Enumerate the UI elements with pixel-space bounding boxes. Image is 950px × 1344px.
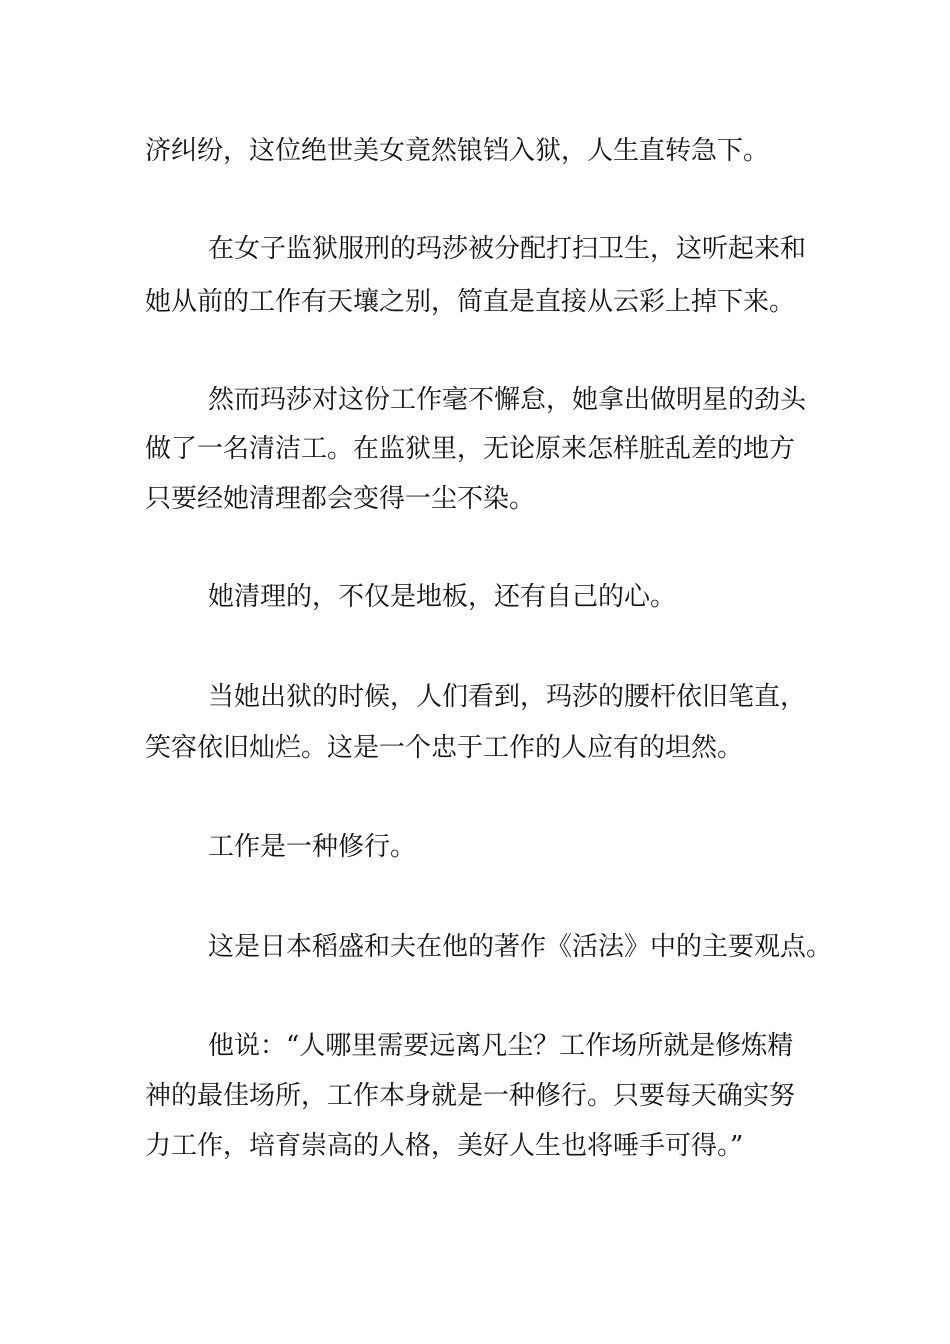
- text-line: 她从前的工作有天壤之别，简直是直接从云彩上掉下来。: [145, 287, 796, 317]
- text-line: 在女子监狱服刑的玛莎被分配打扫卫生，这听起来和: [208, 234, 807, 264]
- text-line: 笑容依旧灿烂。这是一个忠于工作的人应有的坦然。: [145, 733, 744, 763]
- text-line: 她清理的，不仅是地板，还有自己的心。: [208, 582, 677, 612]
- text-line: 然而玛莎对这份工作毫不懈怠，她拿出做明星的劲头: [208, 385, 807, 415]
- text-line: 济纠纷，这位绝世美女竟然锒铛入狱，人生直转急下。: [145, 136, 770, 166]
- text-line: 神的最佳场所，工作本身就是一种修行。只要每天确实努: [145, 1081, 796, 1111]
- text-line: 他说：“人哪里需要远离凡尘？工作场所就是修炼精: [208, 1031, 794, 1061]
- text-line: 工作是一种修行。: [208, 832, 417, 862]
- text-line: 做了一名清洁工。在监狱里，无论原来怎样脏乱差的地方: [145, 434, 796, 464]
- text-line: 只要经她清理都会变得一尘不染。: [145, 484, 536, 514]
- text-line: 这是日本稻盛和夫在他的著作《活法》中的主要观点。: [208, 932, 833, 962]
- text-line: 当她出狱的时候，人们看到，玛莎的腰杆依旧笔直，: [208, 682, 807, 712]
- text-line: 力工作，培育崇高的人格，美好人生也将唾手可得。”: [145, 1131, 744, 1161]
